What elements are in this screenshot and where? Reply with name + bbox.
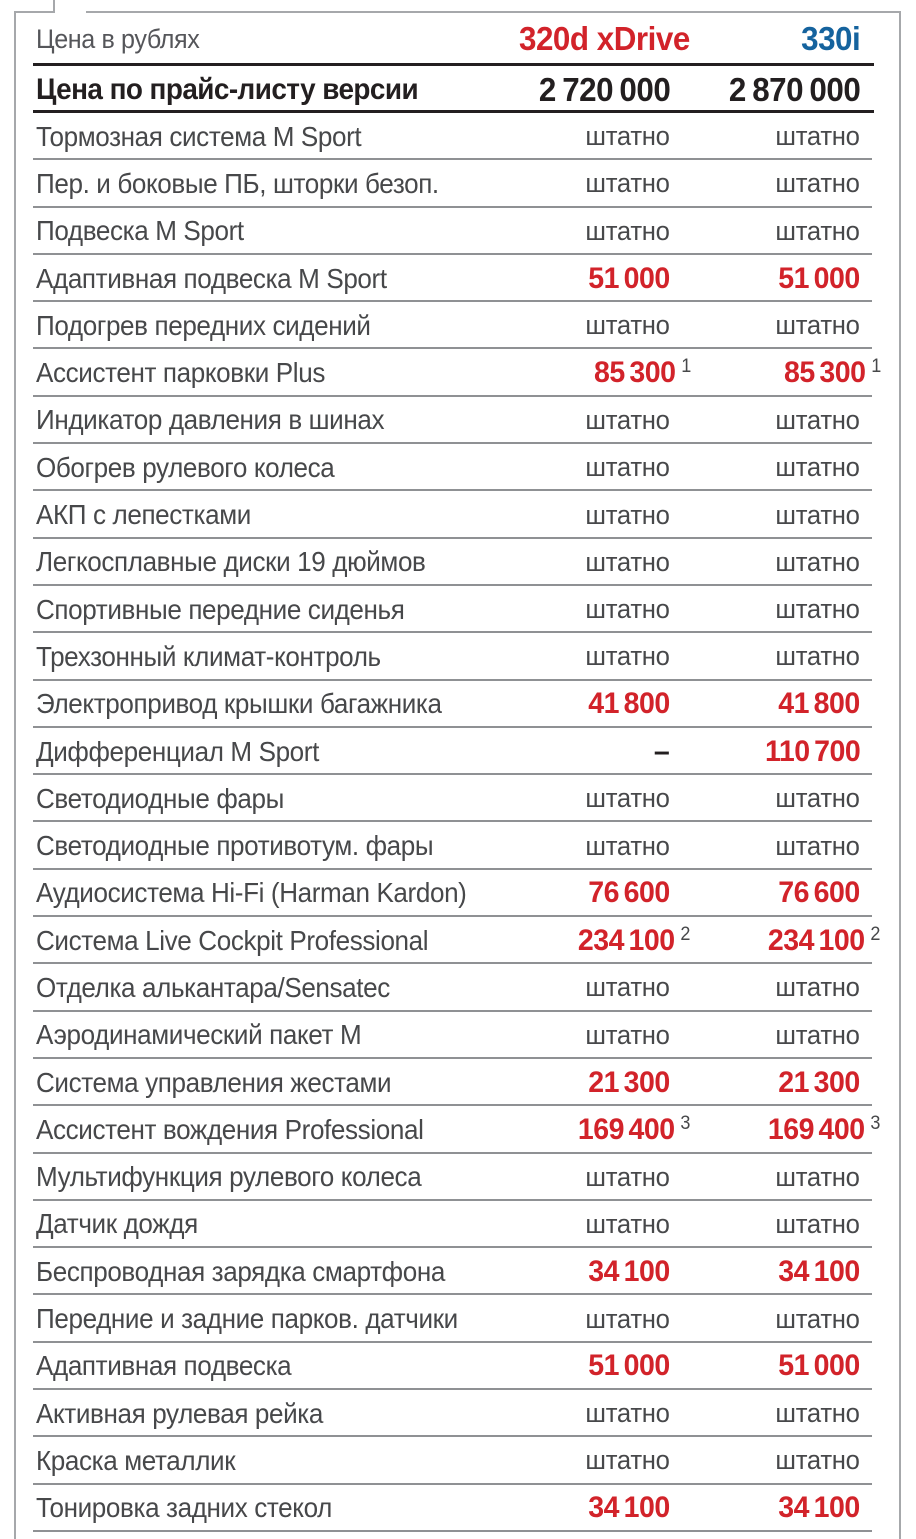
feature-label: [36, 310, 510, 342]
price-cell-320d: [510, 876, 680, 910]
feature-label-text: Электропривод крышки багажника: [36, 688, 442, 720]
price-cell-320d: [510, 1445, 680, 1476]
footnote-marker: 1: [870, 356, 881, 378]
feature-label-text: Спортивные передние сиденья: [36, 593, 405, 625]
price-value-330i: 51 000: [778, 1349, 860, 1383]
price-value-320d: штатно: [585, 404, 670, 435]
list-price-320d-value: 2 720 000: [538, 70, 670, 108]
price-value-320d: 34 100: [588, 1491, 670, 1525]
price-cell-320d: [510, 1209, 680, 1240]
footnote-marker: 2: [680, 923, 691, 945]
price-cell-320d: [510, 687, 680, 721]
price-cell-330i: [680, 876, 870, 910]
price-value-320d: 34 100: [588, 1254, 670, 1288]
table-content: [0, 12, 916, 1532]
table-row: [0, 775, 916, 822]
feature-label: [36, 1492, 510, 1524]
price-cell-320d: [510, 356, 691, 390]
table-row: [0, 1201, 916, 1248]
price-value-320d: штатно: [585, 641, 670, 672]
price-cell-320d: [510, 641, 680, 672]
price-value-320d: –: [654, 734, 670, 768]
price-value-320d: 51 000: [588, 1349, 670, 1383]
price-cell-320d: [510, 500, 680, 531]
feature-label: [36, 1256, 510, 1288]
feature-label: [36, 499, 510, 531]
table-row: [0, 255, 916, 302]
price-value-330i: штатно: [775, 1019, 860, 1050]
price-cell-330i: [680, 641, 870, 672]
price-cell-320d: [510, 452, 680, 483]
price-cell-330i: [680, 216, 870, 247]
price-value-320d: штатно: [585, 121, 670, 152]
price-cell-330i: [680, 923, 881, 958]
price-cell-330i: [680, 1491, 870, 1525]
table-row: [0, 728, 916, 775]
feature-label: [36, 546, 510, 578]
price-value-330i: штатно: [775, 168, 860, 199]
footnote-marker: 2: [870, 923, 881, 945]
feature-label: [36, 1445, 510, 1477]
feature-label: [36, 215, 510, 247]
feature-label: [36, 357, 510, 389]
list-price-label: [36, 73, 510, 107]
feature-label: [36, 736, 510, 768]
price-cell-320d: [510, 168, 680, 199]
price-value-320d: штатно: [585, 972, 670, 1003]
feature-label: [36, 1398, 510, 1430]
feature-label: [36, 594, 510, 626]
feature-label: [36, 1161, 510, 1193]
price-value-330i: штатно: [775, 1208, 860, 1239]
feature-label-text: Легкосплавные диски 19 дюймов: [36, 546, 426, 578]
price-cell-320d: [510, 1398, 680, 1429]
price-value-320d: штатно: [585, 1445, 670, 1476]
price-cell-320d: [510, 216, 680, 247]
table-row: [0, 1059, 916, 1106]
price-cell-330i: [680, 500, 870, 531]
price-value-320d: 41 800: [588, 687, 670, 721]
price-value-330i: штатно: [775, 310, 860, 341]
price-value-320d: штатно: [585, 783, 670, 814]
price-cell-330i: [680, 121, 870, 152]
price-cell-320d: [510, 1304, 680, 1335]
feature-label-text: Адаптивная подвеска: [36, 1350, 292, 1382]
table-row: [0, 208, 916, 255]
table-row: [0, 397, 916, 444]
feature-label: [36, 1067, 510, 1099]
price-value-330i: 34 100: [778, 1491, 860, 1525]
column-header-320d: [510, 20, 690, 58]
feature-label: [36, 1350, 510, 1382]
price-value-320d: 234 100 $^2$: [578, 923, 691, 957]
price-cell-330i: [680, 1255, 870, 1289]
price-cell-330i: [680, 1304, 870, 1335]
price-cell-330i: [680, 547, 870, 578]
price-value-330i: штатно: [775, 121, 860, 152]
table-row: [0, 1295, 916, 1342]
feature-rows: [0, 113, 916, 1532]
list-price-row: [0, 66, 916, 113]
column-header-330i: [680, 20, 870, 58]
table-row: [0, 964, 916, 1011]
currency-label-text: Цена в рублях: [36, 23, 200, 54]
table-row: [0, 1343, 916, 1390]
price-cell-330i: [680, 735, 870, 769]
feature-label: [36, 925, 510, 957]
price-value-330i: штатно: [775, 594, 860, 625]
feature-label-text: Ассистент вождения Professional: [36, 1113, 424, 1145]
table-row: [0, 917, 916, 964]
table-row: [0, 1485, 916, 1532]
feature-label: [36, 121, 510, 153]
price-cell-320d: [510, 1349, 680, 1383]
price-cell-330i: [680, 1209, 870, 1240]
price-cell-320d: [510, 1112, 691, 1147]
price-cell-330i: [680, 1349, 870, 1383]
table-row: [0, 302, 916, 349]
list-price-320d: [510, 71, 680, 109]
feature-label-text: Пер. и боковые ПБ, шторки безоп.: [36, 167, 439, 199]
price-value-330i: 34 100: [778, 1254, 860, 1288]
price-cell-320d: [510, 831, 680, 862]
footnote-marker: 3: [680, 1112, 691, 1134]
price-cell-330i: [680, 310, 870, 341]
price-value-330i: 234 100 $^2$: [768, 923, 881, 957]
feature-label-text: Трехзонный климат-контроль: [36, 640, 381, 672]
table-row: [0, 1012, 916, 1059]
feature-label-text: Светодиодные фары: [36, 782, 284, 814]
table-row: [0, 1390, 916, 1437]
price-cell-330i: [680, 594, 870, 625]
price-value-320d: штатно: [585, 1161, 670, 1192]
table-row: [0, 444, 916, 491]
list-price-label-text: Цена по прайс-листу версии: [36, 72, 419, 106]
price-cell-330i: [680, 168, 870, 199]
list-price-330i: [680, 71, 870, 109]
feature-label: [36, 452, 510, 484]
price-value-330i: 169 400 $^3$: [768, 1112, 881, 1146]
feature-label-text: Система Live Cockpit Professional: [36, 924, 429, 956]
price-cell-320d: [510, 972, 680, 1003]
feature-label-text: Индикатор давления в шинах: [36, 404, 385, 436]
price-cell-320d: [510, 1066, 680, 1100]
table-row: [0, 1154, 916, 1201]
feature-label-text: Мультифункция рулевого колеса: [36, 1161, 422, 1193]
price-value-320d: штатно: [585, 215, 670, 246]
price-value-320d: 51 000: [588, 261, 670, 295]
feature-label: [36, 168, 510, 200]
price-value-320d: штатно: [585, 830, 670, 861]
currency-label: [36, 24, 510, 55]
feature-label-text: Система управления жестами: [36, 1066, 392, 1098]
feature-label: [36, 263, 510, 295]
price-value-330i: штатно: [775, 1445, 860, 1476]
feature-label: [36, 688, 510, 720]
price-cell-320d: [510, 405, 680, 436]
feature-label: [36, 830, 510, 862]
table-row: [0, 586, 916, 633]
feature-label-text: Аудиосистема Hi-Fi (Harman Kardon): [36, 877, 467, 909]
price-value-330i: штатно: [775, 452, 860, 483]
feature-label: [36, 404, 510, 436]
table-row: [0, 822, 916, 869]
table-row: [0, 491, 916, 538]
footnote-marker: 1: [680, 356, 691, 378]
price-cell-330i: [680, 972, 870, 1003]
feature-label-text: Подвеска M Sport: [36, 215, 244, 247]
price-value-330i: 76 600: [778, 876, 860, 910]
model-320d-xdrive-header: 320d xDrive: [518, 20, 690, 57]
price-value-330i: 51 000: [778, 261, 860, 295]
price-value-320d: 76 600: [588, 876, 670, 910]
price-value-320d: штатно: [585, 452, 670, 483]
price-value-330i: 110 700: [764, 734, 860, 768]
price-value-320d: штатно: [585, 1208, 670, 1239]
table-row: [0, 160, 916, 207]
table-row: [0, 1106, 916, 1153]
feature-label-text: Дифференциал M Sport: [36, 735, 319, 767]
feature-label-text: Обогрев рулевого колеса: [36, 451, 335, 483]
price-value-330i: штатно: [775, 641, 860, 672]
price-cell-330i: [680, 1066, 870, 1100]
price-cell-330i: [680, 687, 870, 721]
feature-label: [36, 641, 510, 673]
feature-label-text: Датчик дождя: [36, 1208, 198, 1240]
price-value-320d: штатно: [585, 1303, 670, 1334]
feature-label: [36, 1019, 510, 1051]
price-value-330i: штатно: [775, 830, 860, 861]
price-value-320d: штатно: [585, 594, 670, 625]
feature-label-text: Краска металлик: [36, 1444, 236, 1476]
price-cell-330i: [680, 1445, 870, 1476]
price-value-330i: штатно: [775, 1303, 860, 1334]
feature-label-text: Активная рулевая рейка: [36, 1397, 324, 1429]
price-value-330i: 21 300: [778, 1065, 860, 1099]
feature-label-text: Беспроводная зарядка смартфона: [36, 1255, 445, 1287]
price-value-330i: штатно: [775, 783, 860, 814]
feature-label-text: Светодиодные противотум. фары: [36, 830, 434, 862]
price-cell-330i: [680, 1398, 870, 1429]
feature-label: [36, 1114, 510, 1146]
feature-label-text: Адаптивная подвеска M Sport: [36, 262, 387, 294]
price-value-320d: штатно: [585, 1398, 670, 1429]
price-value-320d: штатно: [585, 1019, 670, 1050]
feature-label-text: Аэродинамический пакет M: [36, 1019, 362, 1051]
table-row: [0, 681, 916, 728]
price-value-320d: штатно: [585, 499, 670, 530]
price-value-320d: 21 300: [588, 1065, 670, 1099]
table-row: [0, 539, 916, 586]
feature-label: [36, 1303, 510, 1335]
price-cell-330i: [680, 783, 870, 814]
feature-label-text: Тормозная система M Sport: [36, 120, 362, 152]
price-value-320d: 169 400 $^3$: [578, 1112, 691, 1146]
price-value-320d: 85 300 $^1$: [593, 356, 691, 390]
price-cell-320d: [510, 923, 691, 958]
price-cell-320d: [510, 1491, 680, 1525]
feature-label-text: Отделка алькантара/Sensatec: [36, 971, 390, 1003]
table-row: [0, 1248, 916, 1295]
table-header-row: [0, 12, 916, 66]
feature-label-text: Подогрев передних сидений: [36, 309, 371, 341]
price-value-330i: 41 800: [778, 687, 860, 721]
feature-label-text: АКП с лепестками: [36, 499, 251, 531]
price-cell-330i: [680, 1020, 870, 1051]
price-value-330i: штатно: [775, 546, 860, 577]
feature-label-text: Ассистент парковки Plus: [36, 357, 325, 389]
price-value-330i: штатно: [775, 404, 860, 435]
price-value-330i: штатно: [775, 215, 860, 246]
table-row: [0, 870, 916, 917]
price-cell-320d: [510, 310, 680, 341]
feature-label: [36, 877, 510, 909]
price-cell-320d: [510, 1255, 680, 1289]
list-price-330i-value: 2 870 000: [728, 70, 860, 108]
price-cell-330i: [680, 405, 870, 436]
price-cell-330i: [680, 1112, 881, 1147]
price-cell-320d: [510, 783, 680, 814]
price-value-330i: штатно: [775, 1161, 860, 1192]
price-cell-320d: [510, 594, 680, 625]
price-cell-320d: [510, 121, 680, 152]
feature-label: [36, 783, 510, 815]
price-value-320d: штатно: [585, 310, 670, 341]
feature-label: [36, 972, 510, 1004]
table-row: [0, 633, 916, 680]
price-cell-320d: [510, 1020, 680, 1051]
price-value-330i: 85 300 $^1$: [783, 356, 881, 390]
price-cell-330i: [680, 1162, 870, 1193]
price-cell-320d: [510, 735, 680, 769]
model-330i-header: 330i: [800, 20, 860, 57]
price-cell-320d: [510, 262, 680, 296]
price-cell-330i: [680, 262, 870, 296]
footnote-marker: 3: [870, 1112, 881, 1134]
price-cell-320d: [510, 1162, 680, 1193]
table-row: [0, 113, 916, 160]
feature-label-text: Тонировка задних стекол: [36, 1492, 332, 1524]
price-cell-330i: [680, 356, 881, 390]
table-row: [0, 349, 916, 396]
price-value-320d: штатно: [585, 168, 670, 199]
price-cell-330i: [680, 452, 870, 483]
feature-label: [36, 1208, 510, 1240]
price-value-330i: штатно: [775, 972, 860, 1003]
price-cell-330i: [680, 831, 870, 862]
price-value-320d: штатно: [585, 546, 670, 577]
table-row: [0, 1437, 916, 1484]
price-value-330i: штатно: [775, 499, 860, 530]
price-value-330i: штатно: [775, 1398, 860, 1429]
price-cell-320d: [510, 547, 680, 578]
feature-label-text: Передние и задние парков. датчики: [36, 1303, 458, 1335]
